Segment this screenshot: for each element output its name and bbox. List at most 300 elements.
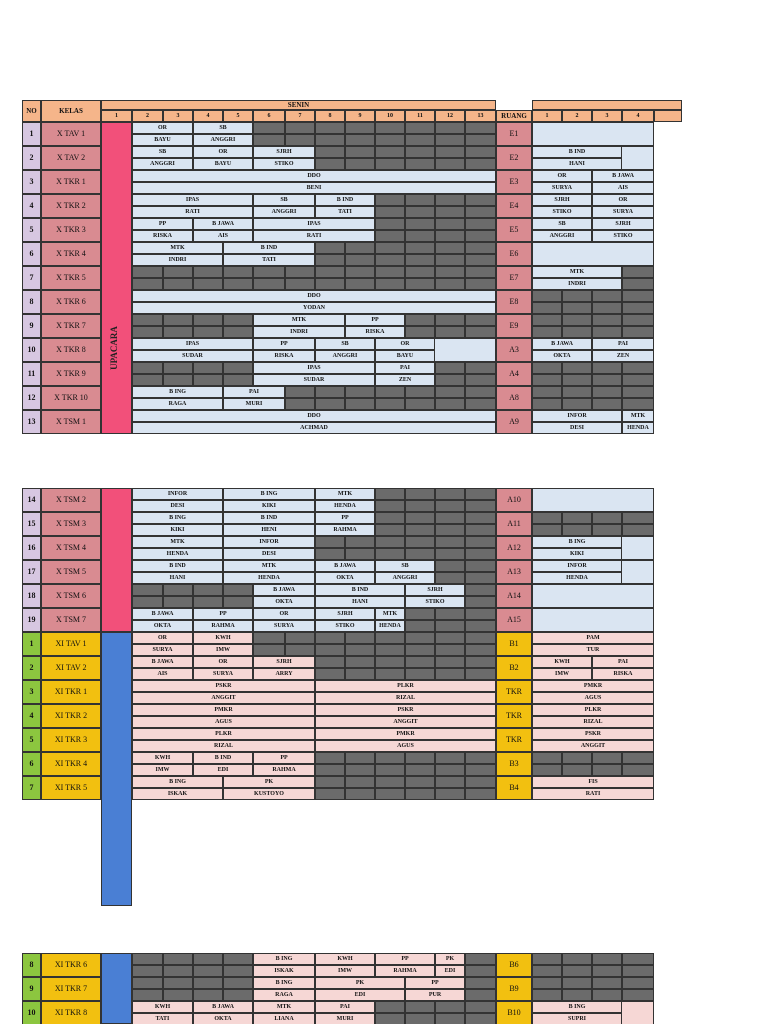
empty-slot — [465, 1013, 496, 1024]
teacher-cell[interactable]: RIZAL — [315, 692, 496, 704]
subject-cell[interactable]: B ING — [132, 776, 223, 788]
empty-slot — [592, 374, 622, 386]
subject-cell[interactable]: DDO — [132, 290, 496, 302]
subject-cell[interactable]: B ING — [132, 512, 223, 524]
teacher-cell[interactable]: ANGGIT — [315, 716, 496, 728]
empty-slot — [465, 989, 496, 1001]
row-number: 6 — [22, 242, 41, 266]
subject-cell[interactable]: B JAWA — [532, 338, 592, 350]
room-cell: E4 — [496, 194, 532, 218]
empty-slot — [405, 656, 435, 668]
subject-cell[interactable]: SJRH — [532, 194, 592, 206]
empty-slot — [315, 158, 345, 170]
subject-cell[interactable]: KWH — [315, 953, 375, 965]
empty-slot — [375, 158, 405, 170]
teacher-cell[interactable]: HENDA — [223, 572, 315, 584]
room-cell: A12 — [496, 536, 532, 560]
empty-slot — [622, 266, 654, 278]
subject-cell[interactable]: PLKR — [532, 704, 654, 716]
subject-cell[interactable]: PSKR — [132, 680, 315, 692]
teacher-cell[interactable]: MURI — [223, 398, 285, 410]
teacher-cell[interactable]: SUPRI — [532, 1013, 622, 1024]
empty-slot — [223, 326, 253, 338]
subject-cell[interactable]: KWH — [132, 1001, 193, 1013]
teacher-cell[interactable]: SUDAR — [253, 374, 375, 386]
teacher-cell[interactable]: MURI — [315, 1013, 375, 1024]
subject-cell[interactable]: PMKR — [532, 680, 654, 692]
subject-cell[interactable]: B ING — [223, 488, 315, 500]
subject-cell[interactable]: MTK — [253, 314, 345, 326]
teacher-cell[interactable]: AGUS — [132, 716, 315, 728]
subject-cell[interactable]: PSKR — [315, 704, 496, 716]
subject-cell[interactable]: MTK — [622, 410, 654, 422]
teacher-cell[interactable]: DESI — [223, 548, 315, 560]
subject-cell[interactable]: PAI — [315, 1001, 375, 1013]
empty-slot — [315, 788, 345, 800]
teacher-cell[interactable]: ZEN — [592, 350, 654, 362]
teacher-cell[interactable]: LIANA — [253, 1013, 315, 1024]
empty-slot — [405, 314, 435, 326]
empty-slot — [592, 326, 622, 338]
teacher-cell[interactable]: RIZAL — [532, 716, 654, 728]
teacher-cell[interactable]: OKTA — [193, 1013, 253, 1024]
subject-cell[interactable]: SB — [132, 146, 193, 158]
subject-cell[interactable]: OR — [132, 632, 193, 644]
empty-slot — [223, 584, 253, 596]
empty-slot — [163, 374, 193, 386]
empty-slot — [435, 254, 465, 266]
subject-cell[interactable]: PP — [345, 314, 405, 326]
subject-cell[interactable]: B ING — [253, 953, 315, 965]
subject-cell[interactable]: IPAS — [253, 218, 375, 230]
empty-slot — [592, 764, 622, 776]
empty-slot — [622, 302, 654, 314]
subject-cell[interactable]: PP — [405, 977, 465, 989]
teacher-cell[interactable]: IMW — [132, 764, 193, 776]
subject-cell[interactable]: IPAS — [253, 362, 375, 374]
period-header: 13 — [465, 110, 496, 122]
subject-cell[interactable]: PP — [193, 608, 253, 620]
subject-cell[interactable]: B IND — [315, 194, 375, 206]
subject-cell[interactable]: MTK — [253, 1001, 315, 1013]
subject-cell[interactable]: PSKR — [532, 728, 654, 740]
subject-cell[interactable]: B JAWA — [592, 170, 654, 182]
subject-cell[interactable]: KWH — [193, 632, 253, 644]
subject-cell[interactable]: PP — [253, 338, 315, 350]
teacher-cell[interactable]: ANGGRI — [532, 230, 592, 242]
empty-slot — [562, 977, 592, 989]
subject-cell[interactable]: DDO — [132, 170, 496, 182]
subject-cell[interactable]: SB — [193, 122, 253, 134]
empty-slot — [405, 536, 435, 548]
teacher-cell[interactable]: HANI — [132, 572, 223, 584]
subject-cell[interactable]: B ING — [132, 386, 223, 398]
subject-cell[interactable]: OR — [375, 338, 435, 350]
empty-slot — [435, 398, 465, 410]
row-number: 6 — [22, 752, 41, 776]
teacher-cell[interactable]: ANGGRI — [253, 206, 315, 218]
teacher-cell[interactable]: RAHMA — [253, 764, 315, 776]
empty-slot — [622, 362, 654, 374]
teacher-cell[interactable]: RAGA — [253, 989, 315, 1001]
room-cell: A13 — [496, 560, 532, 584]
class-name: XI TKR 7 — [41, 977, 101, 1001]
subject-cell[interactable]: OR — [592, 194, 654, 206]
subject-cell[interactable]: B ING — [532, 1001, 622, 1013]
subject-cell[interactable]: PMKR — [132, 704, 315, 716]
empty-slot — [163, 326, 193, 338]
subject-cell[interactable]: MTK — [315, 488, 375, 500]
subject-cell[interactable]: SB — [315, 338, 375, 350]
room-cell: E3 — [496, 170, 532, 194]
empty-slot — [253, 644, 285, 656]
teacher-cell[interactable]: SURYA — [132, 644, 193, 656]
empty-slot — [562, 362, 592, 374]
subject-cell[interactable]: PLKR — [315, 680, 496, 692]
empty-slot — [562, 290, 592, 302]
teacher-cell[interactable]: OKTA — [315, 572, 375, 584]
teacher-cell[interactable]: RISKA — [132, 230, 193, 242]
subject-cell[interactable]: MTK — [532, 266, 622, 278]
teacher-cell[interactable]: HENDA — [532, 572, 622, 584]
room-cell: B6 — [496, 953, 532, 977]
teacher-cell[interactable]: TATI — [223, 254, 315, 266]
empty-slot — [435, 134, 465, 146]
teacher-cell[interactable]: SURYA — [193, 668, 253, 680]
subject-cell[interactable]: PK — [435, 953, 465, 965]
empty-slot — [465, 326, 496, 338]
empty-slot — [375, 524, 405, 536]
teacher-cell[interactable]: PUR — [405, 989, 465, 1001]
teacher-cell[interactable]: DESI — [132, 500, 223, 512]
teacher-cell[interactable]: KIKI — [132, 524, 223, 536]
subject-cell[interactable]: PK — [315, 977, 405, 989]
teacher-cell[interactable]: IMW — [315, 965, 375, 977]
xi-band — [101, 632, 132, 906]
teacher-cell[interactable]: AIS — [592, 182, 654, 194]
teacher-cell[interactable]: KUSTOYO — [223, 788, 315, 800]
subject-cell[interactable]: FIS — [532, 776, 654, 788]
row-number: 10 — [22, 1001, 41, 1024]
header-day: SENIN — [101, 100, 496, 110]
subject-cell[interactable]: B JAWA — [193, 218, 253, 230]
empty-slot — [435, 362, 465, 374]
teacher-cell[interactable]: STIKO — [532, 206, 592, 218]
teacher-cell[interactable]: ANGGRI — [375, 572, 435, 584]
empty-slot — [405, 146, 435, 158]
empty-slot — [435, 500, 465, 512]
teacher-cell[interactable]: HANI — [315, 596, 405, 608]
empty-slot — [375, 776, 405, 788]
teacher-cell[interactable]: AGUS — [315, 740, 496, 752]
teacher-cell[interactable]: AIS — [193, 230, 253, 242]
teacher-cell[interactable]: ZEN — [375, 374, 435, 386]
header-ruang: RUANG — [496, 110, 532, 122]
empty-slot — [315, 278, 345, 290]
empty-slot — [405, 620, 435, 632]
row-number: 3 — [22, 170, 41, 194]
empty-slot — [562, 314, 592, 326]
row-number: 16 — [22, 536, 41, 560]
teacher-cell[interactable]: RISKA — [253, 350, 315, 362]
teacher-cell[interactable]: OKTA — [532, 350, 592, 362]
teacher-cell[interactable]: SURYA — [592, 206, 654, 218]
subject-cell[interactable]: B IND — [223, 512, 315, 524]
empty-slot — [375, 764, 405, 776]
subject-cell[interactable]: PMKR — [315, 728, 496, 740]
subject-cell[interactable]: OR — [253, 608, 315, 620]
subject-cell[interactable]: PLKR — [132, 728, 315, 740]
teacher-cell[interactable]: ARRY — [253, 668, 315, 680]
subject-cell[interactable]: B JAWA — [193, 1001, 253, 1013]
subject-cell[interactable]: SB — [253, 194, 315, 206]
teacher-cell[interactable]: BAYU — [193, 158, 253, 170]
subject-cell[interactable]: PK — [223, 776, 315, 788]
teacher-cell[interactable]: TUR — [532, 644, 654, 656]
subject-cell[interactable]: PP — [132, 218, 193, 230]
subject-cell[interactable]: PP — [375, 953, 435, 965]
subject-cell[interactable]: B IND — [193, 752, 253, 764]
row-number: 5 — [22, 218, 41, 242]
xi-band — [101, 953, 132, 1024]
teacher-cell[interactable]: ISKAK — [253, 965, 315, 977]
teacher-cell[interactable]: RISKA — [345, 326, 405, 338]
teacher-cell[interactable]: EDI — [193, 764, 253, 776]
teacher-cell[interactable]: AGUS — [532, 692, 654, 704]
teacher-cell[interactable]: INDRI — [532, 278, 622, 290]
subject-cell[interactable]: PAI — [592, 656, 654, 668]
empty-slot — [163, 584, 193, 596]
teacher-cell[interactable]: KIKI — [532, 548, 622, 560]
teacher-cell[interactable]: TATI — [315, 206, 375, 218]
subject-cell[interactable]: OR — [532, 170, 592, 182]
teacher-cell[interactable]: ACHMAD — [132, 422, 496, 434]
teacher-cell[interactable]: IMW — [532, 668, 592, 680]
teacher-cell[interactable]: HENDA — [132, 548, 223, 560]
teacher-cell[interactable]: STIKO — [405, 596, 465, 608]
class-name: X TSM 7 — [41, 608, 101, 632]
subject-cell[interactable]: B ING — [532, 536, 622, 548]
teacher-cell[interactable]: BENI — [132, 182, 496, 194]
subject-cell[interactable]: DDO — [132, 410, 496, 422]
teacher-cell[interactable]: YODAN — [132, 302, 496, 314]
empty-slot — [223, 374, 253, 386]
empty-slot — [315, 398, 345, 410]
subject-cell[interactable]: B JAWA — [132, 608, 193, 620]
empty-slot — [465, 206, 496, 218]
teacher-cell[interactable]: EDI — [435, 965, 465, 977]
row-number: 14 — [22, 488, 41, 512]
room-cell: A10 — [496, 488, 532, 512]
subject-cell[interactable]: B JAWA — [253, 584, 315, 596]
teacher-cell[interactable]: TATI — [132, 1013, 193, 1024]
teacher-cell[interactable]: STIKO — [592, 230, 654, 242]
row-number: 11 — [22, 362, 41, 386]
subject-cell[interactable]: PAI — [223, 386, 285, 398]
teacher-cell[interactable]: SURYA — [253, 620, 315, 632]
empty-slot — [345, 254, 375, 266]
room-cell: E8 — [496, 290, 532, 314]
empty-slot — [465, 254, 496, 266]
empty-slot — [132, 362, 163, 374]
subject-cell[interactable]: B ING — [253, 977, 315, 989]
teacher-cell[interactable]: DESI — [532, 422, 622, 434]
empty-slot — [375, 254, 405, 266]
room-cell: B1 — [496, 632, 532, 656]
subject-cell[interactable]: SJRH — [592, 218, 654, 230]
empty-slot — [315, 656, 345, 668]
empty-slot — [465, 608, 496, 620]
subject-cell[interactable]: IPAS — [132, 194, 253, 206]
subject-cell[interactable]: PAM — [532, 632, 654, 644]
subject-cell[interactable]: MTK — [132, 536, 223, 548]
teacher-cell[interactable]: RAHMA — [315, 524, 375, 536]
subject-cell[interactable]: PAI — [592, 338, 654, 350]
subject-cell[interactable]: B IND — [532, 146, 622, 158]
empty-slot — [622, 374, 654, 386]
empty-slot — [253, 278, 285, 290]
teacher-cell[interactable]: ANGGRI — [132, 158, 193, 170]
room-cell: B3 — [496, 752, 532, 776]
subject-cell[interactable]: OR — [132, 122, 193, 134]
subject-cell[interactable]: SJRH — [405, 584, 465, 596]
subject-cell[interactable]: MTK — [223, 560, 315, 572]
subject-cell[interactable]: PAI — [375, 362, 435, 374]
subject-cell[interactable]: MTK — [132, 242, 223, 254]
subject-cell[interactable]: B IND — [132, 560, 223, 572]
empty-slot — [223, 278, 253, 290]
teacher-cell[interactable]: EDI — [315, 989, 405, 1001]
teacher-cell[interactable]: KIKI — [223, 500, 315, 512]
teacher-cell[interactable]: SUDAR — [132, 350, 253, 362]
row-number: 18 — [22, 584, 41, 608]
empty-slot — [132, 596, 163, 608]
room-cell: A14 — [496, 584, 532, 608]
empty-slot — [592, 965, 622, 977]
subject-cell[interactable]: INFOR — [532, 410, 622, 422]
subject-cell[interactable]: SB — [375, 560, 435, 572]
subject-cell[interactable]: B IND — [223, 242, 315, 254]
teacher-cell[interactable]: RATI — [132, 206, 253, 218]
empty-slot — [315, 122, 345, 134]
subject-cell[interactable]: OR — [193, 656, 253, 668]
teacher-cell[interactable]: ISKAK — [132, 788, 223, 800]
empty-slot — [532, 965, 562, 977]
room-cell: A9 — [496, 410, 532, 434]
empty-slot — [405, 752, 435, 764]
empty-slot — [465, 218, 496, 230]
empty-slot — [465, 122, 496, 134]
class-name: XI TKR 5 — [41, 776, 101, 800]
teacher-cell[interactable]: STIKO — [253, 158, 315, 170]
teacher-cell[interactable]: ANGGIT — [132, 692, 315, 704]
empty-slot — [375, 398, 405, 410]
empty-slot — [532, 989, 562, 1001]
subject-cell[interactable]: SJRH — [253, 656, 315, 668]
subject-cell[interactable]: B IND — [315, 584, 405, 596]
empty-slot — [405, 326, 435, 338]
empty-slot — [315, 668, 345, 680]
subject-cell[interactable]: PP — [315, 512, 375, 524]
empty-slot — [285, 266, 315, 278]
teacher-cell[interactable]: HENDA — [315, 500, 375, 512]
empty-slot — [592, 362, 622, 374]
subject-cell[interactable]: INFOR — [223, 536, 315, 548]
teacher-cell[interactable]: ANGGRI — [315, 350, 375, 362]
teacher-cell[interactable]: HENI — [223, 524, 315, 536]
subject-cell[interactable]: KWH — [132, 752, 193, 764]
right-period-header: 3 — [592, 110, 622, 122]
teacher-cell[interactable]: ANGGIT — [532, 740, 654, 752]
subject-cell[interactable]: INFOR — [132, 488, 223, 500]
subject-cell[interactable]: OR — [193, 146, 253, 158]
teacher-cell[interactable]: HENDA — [375, 620, 405, 632]
teacher-cell[interactable]: RISKA — [592, 668, 654, 680]
empty-slot — [375, 548, 405, 560]
teacher-cell[interactable]: STIKO — [315, 620, 375, 632]
teacher-cell[interactable]: OKTA — [253, 596, 315, 608]
empty-slot — [345, 536, 375, 548]
teacher-cell[interactable]: SURYA — [532, 182, 592, 194]
empty-slot — [223, 314, 253, 326]
empty-slot — [435, 764, 465, 776]
subject-cell[interactable]: PP — [253, 752, 315, 764]
teacher-cell[interactable]: RIZAL — [132, 740, 315, 752]
teacher-cell[interactable]: BAYU — [132, 134, 193, 146]
empty-slot — [562, 398, 592, 410]
empty-slot — [562, 524, 592, 536]
empty-slot — [132, 278, 163, 290]
subject-cell[interactable]: B JAWA — [315, 560, 375, 572]
empty-slot — [345, 398, 375, 410]
empty-slot — [562, 326, 592, 338]
teacher-cell[interactable]: ANGGRI — [193, 134, 253, 146]
subject-cell[interactable]: IPAS — [132, 338, 253, 350]
period-header: 9 — [345, 110, 375, 122]
teacher-cell[interactable]: RAGA — [132, 398, 223, 410]
empty-slot — [465, 512, 496, 524]
subject-cell[interactable]: B JAWA — [132, 656, 193, 668]
empty-slot — [592, 398, 622, 410]
teacher-cell[interactable]: HANI — [532, 158, 622, 170]
class-name: XI TKR 3 — [41, 728, 101, 752]
right-period-header: 2 — [562, 110, 592, 122]
teacher-cell[interactable]: RATI — [532, 788, 654, 800]
empty-slot — [622, 524, 654, 536]
subject-cell[interactable]: SJRH — [315, 608, 375, 620]
subject-cell[interactable]: SB — [532, 218, 592, 230]
teacher-cell[interactable]: INDRI — [132, 254, 223, 266]
teacher-cell[interactable]: BAYU — [375, 350, 435, 362]
row-number: 9 — [22, 977, 41, 1001]
subject-cell[interactable]: KWH — [532, 656, 592, 668]
subject-cell[interactable]: INFOR — [532, 560, 622, 572]
teacher-cell[interactable]: HENDA — [622, 422, 654, 434]
teacher-cell[interactable]: OKTA — [132, 620, 193, 632]
empty-slot — [465, 656, 496, 668]
subject-cell[interactable]: SJRH — [253, 146, 315, 158]
subject-cell[interactable]: MTK — [375, 608, 405, 620]
empty-slot — [375, 386, 405, 398]
teacher-cell[interactable]: RAHMA — [375, 965, 435, 977]
teacher-cell[interactable]: AIS — [132, 668, 193, 680]
empty-slot — [375, 122, 405, 134]
teacher-cell[interactable]: RAHMA — [193, 620, 253, 632]
teacher-cell[interactable]: RATI — [253, 230, 375, 242]
empty-slot — [562, 302, 592, 314]
teacher-cell[interactable]: IMW — [193, 644, 253, 656]
teacher-cell[interactable]: INDRI — [253, 326, 345, 338]
